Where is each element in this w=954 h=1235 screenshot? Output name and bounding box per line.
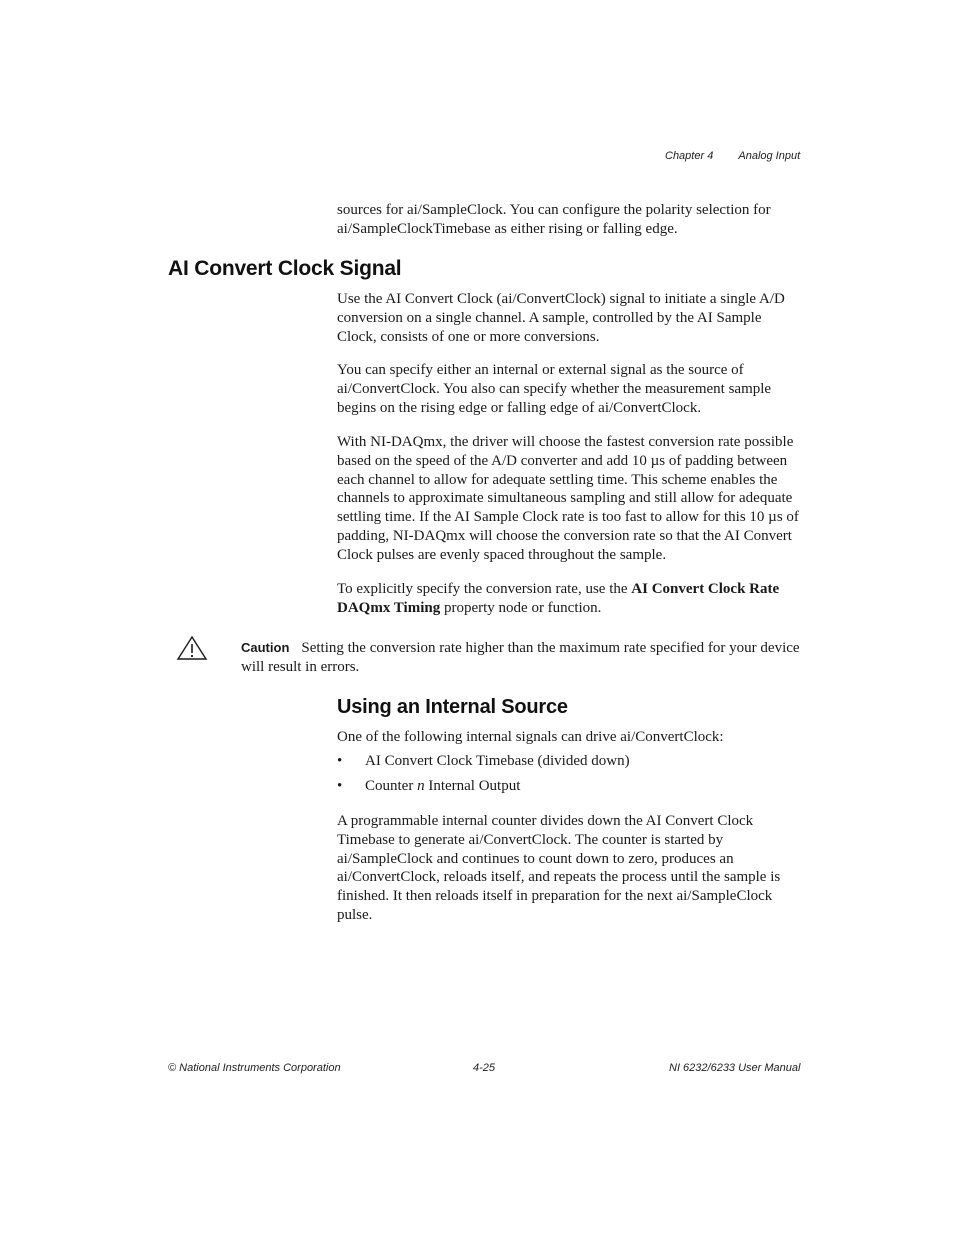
- list-item-text: [365, 778, 520, 795]
- section2-paragraph-1: A programmable internal counter divides down the AI Convert Clock Timebase to generate ai/ConvertClock. The counter is started by ai/SampleClock and continues to count down to zero, produces an ai/ConvertClock, reloads itself, and repeats the process until the sample is finished. It then reloads itself in preparation for the next ai/SampleClock pulse.: [337, 813, 781, 923]
- bullet2-suffix: Internal Output: [424, 778, 521, 794]
- p4-bold-property: AI Convert Clock Rate DAQmx Timing: [337, 581, 780, 616]
- section1-paragraph-1: Use the AI Convert Clock (ai/ConvertClock) signal to initiate a single A/D conversion on a single channel. A sample, controlled by the AI Sample Clock, consists of one or more conversions.: [337, 291, 785, 345]
- section1-paragraph-2: You can specify either an internal or external signal as the source of ai/ConvertClock. You also can specify whether the measurement sample begins on the rising edge or falling edge of ai/ConvertClock.: [337, 362, 772, 416]
- p4-suffix: property node or function.: [440, 599, 602, 616]
- footer-manual-title: NI 6232/6233 User Manual: [669, 1062, 801, 1074]
- bullet-marker: •: [337, 753, 343, 769]
- p4-prefix: To explicitly specify the conversion rate, use the: [337, 581, 632, 597]
- bullet-marker: •: [337, 778, 343, 794]
- caution-label: Caution: [241, 640, 290, 655]
- caution-text: Setting the conversion rate higher than the maximum rate specified for your device will result in errors.: [241, 640, 800, 675]
- footer-page-number: 4-25: [473, 1062, 496, 1074]
- header-chapter: Chapter 4: [665, 150, 714, 162]
- section1-paragraph-3: With NI-DAQmx, the driver will choose the fastest conversion rate possible based on the speed of the A/D converter and add 10 µs of padding between each channel to allow for adequate settling time. This scheme enables the channels to approximate simultaneous sampling and still allow for adequate settling time. If the AI Sample Clock rate is too fast to allow for this 10 µs of padding, NI-DAQmx will choose the conversion rate so that the AI Convert Clock pulses are evenly spaced throughout the sample.: [337, 434, 799, 563]
- section-heading-ai-convert-clock: AI Convert Clock Signal: [168, 257, 402, 280]
- bullet2-italic-n: n: [417, 778, 425, 794]
- intro-paragraph: sources for ai/SampleClock. You can configure the polarity selection for ai/SampleClockTimebase as either rising or falling edge.: [337, 202, 771, 237]
- section-heading-internal-source: Using an Internal Source: [337, 696, 568, 718]
- list-item-text: AI Convert Clock Timebase (divided down): [365, 753, 630, 769]
- bullet2-prefix: Counter: [365, 778, 418, 794]
- footer-copyright: © National Instruments Corporation: [168, 1062, 341, 1074]
- caution-note: [241, 639, 801, 677]
- section2-intro: One of the following internal signals can drive ai/ConvertClock:: [337, 729, 724, 745]
- running-header: [665, 150, 800, 162]
- warning-triangle-icon: [176, 635, 208, 661]
- section1-paragraph-4: [337, 580, 800, 618]
- header-section: Analog Input: [738, 150, 801, 162]
